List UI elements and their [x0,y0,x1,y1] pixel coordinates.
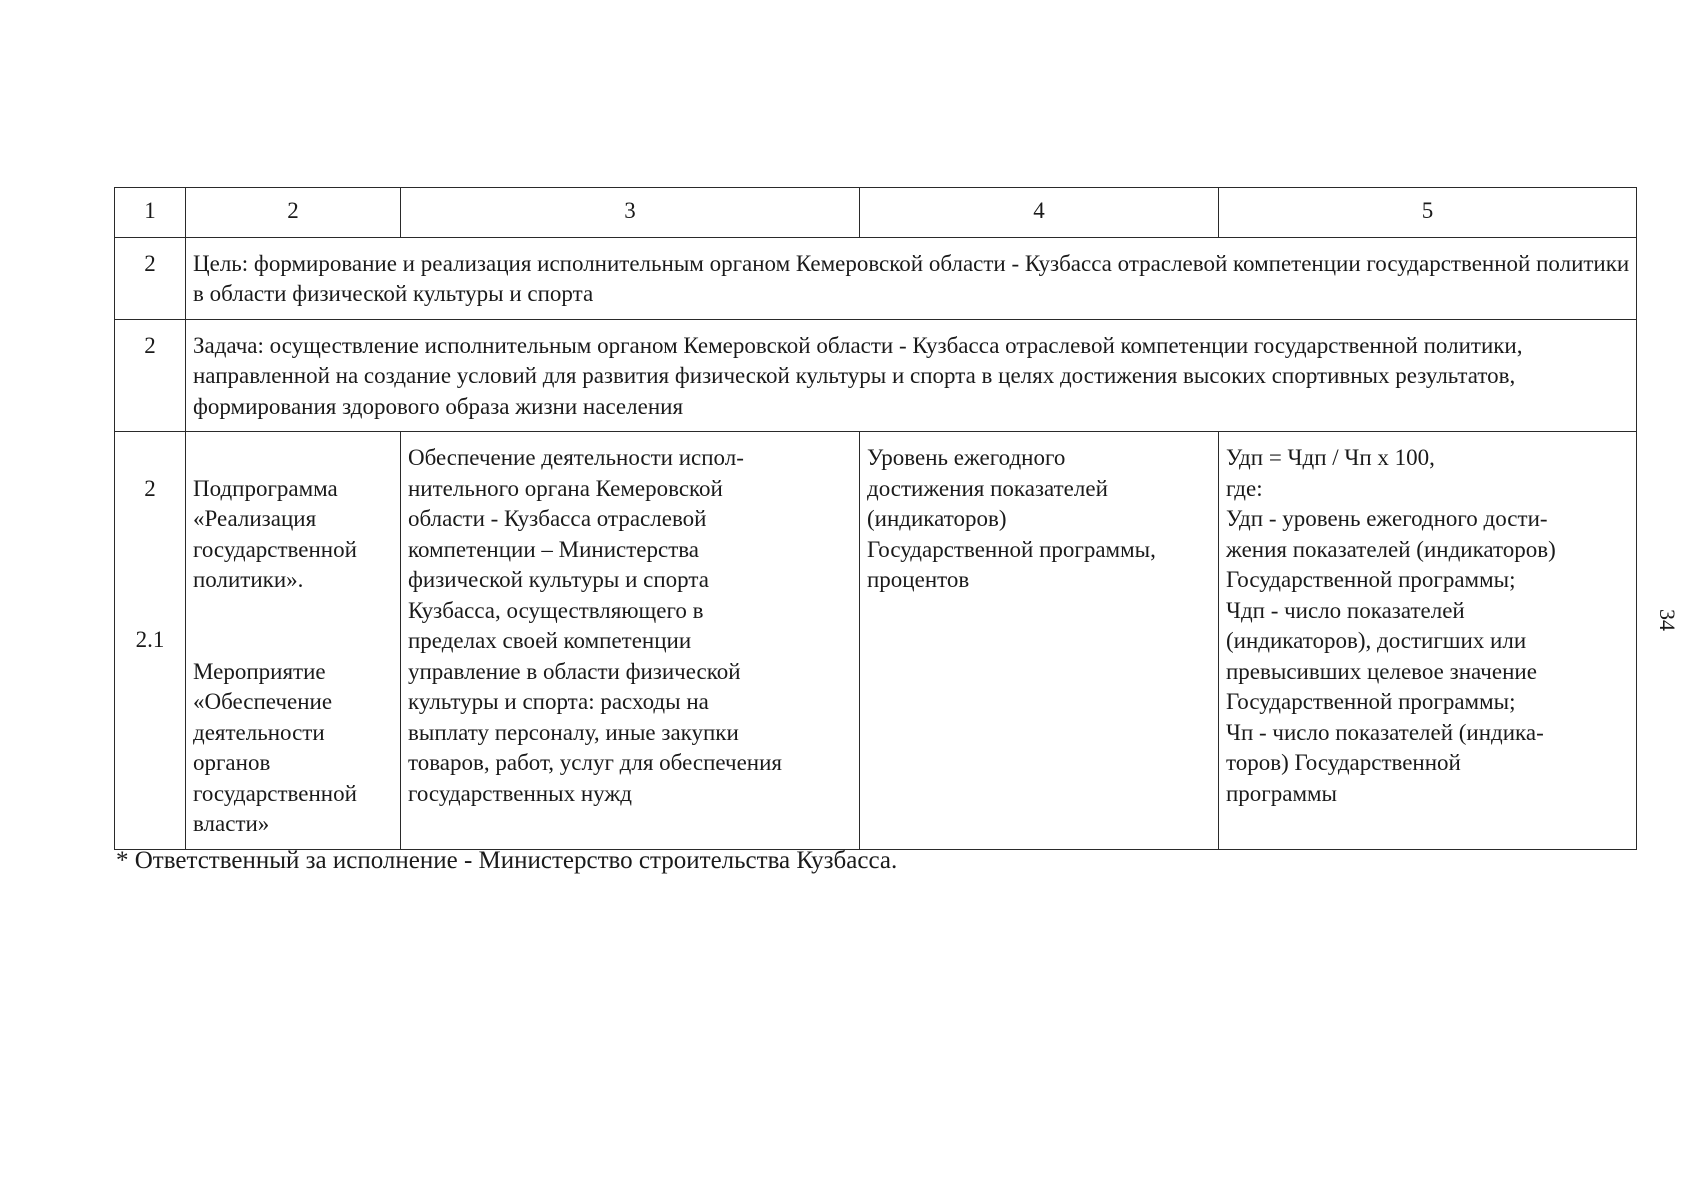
activity-number: 2.1 [135,627,165,652]
header-cell-1: 1 [115,188,186,238]
indicator-name: Уровень ежегодного достижения показателей (индикаторов) Государственной программы, процентов [860,432,1219,850]
activity-description: Обеспечение деятельности испол- нительного органа Кемеровской области - Кузбасса отраслевой компетенции – Министерства физической культуры и спорта Кузбасса, осуществляющего в пределах своей компетенции управление в области физической культуры и спорта: расходы на выплату персоналу, иные закупки товаров, работ, услуг для обеспечения государственных нужд [401,432,860,850]
program-row-numbers [115,432,186,850]
header-cell-2: 2 [186,188,401,238]
indicator-formula: Удп = Чдп / Чп x 100, где: Удп - уровень ежегодного дости- жения показателей (индикаторов) Государственной программы; Чдп - число показателей (индикаторов), достигших или превысивших целевое значение Государственной программы; Чп - число показателей (индика- торов) Государственной программы [1219,432,1637,850]
goal-row [115,237,1637,319]
activity-name: Мероприятие «Обеспечение деятельности органов государственной власти» [193,658,357,836]
subprogram-name: Подпрограмма «Реализация государственной политики». [193,475,357,592]
table-header-row [115,188,1637,238]
header-cell-3: 3 [401,188,860,238]
program-names-gap [193,596,394,627]
indicator-table [114,187,1637,850]
task-row [115,319,1637,432]
header-cell-5: 5 [1219,188,1637,238]
goal-row-number: 2 [115,237,186,319]
footnote: * Ответственный за исполнение - Министерство строительства Кузбасса. [116,847,898,874]
task-row-number: 2 [115,319,186,432]
page-number: 34 [1655,609,1680,631]
task-text: Задача: осуществление исполнительным органом Кемеровской области - Кузбасса отраслевой компетенции государственной политики, направленной на создание условий для развития физической культуры и спорта в целях достижения высоких спортивных результатов, формирования здорового образа жизни населения [186,319,1637,432]
program-row [115,432,1637,850]
program-names-cell [186,432,401,850]
goal-text: Цель: формирование и реализация исполнительным органом Кемеровской области - Кузбасса отраслевой компетенции государственной политики в области физической культуры и спорта [186,237,1637,319]
subprogram-number: 2 [144,475,156,501]
header-cell-4: 4 [860,188,1219,238]
